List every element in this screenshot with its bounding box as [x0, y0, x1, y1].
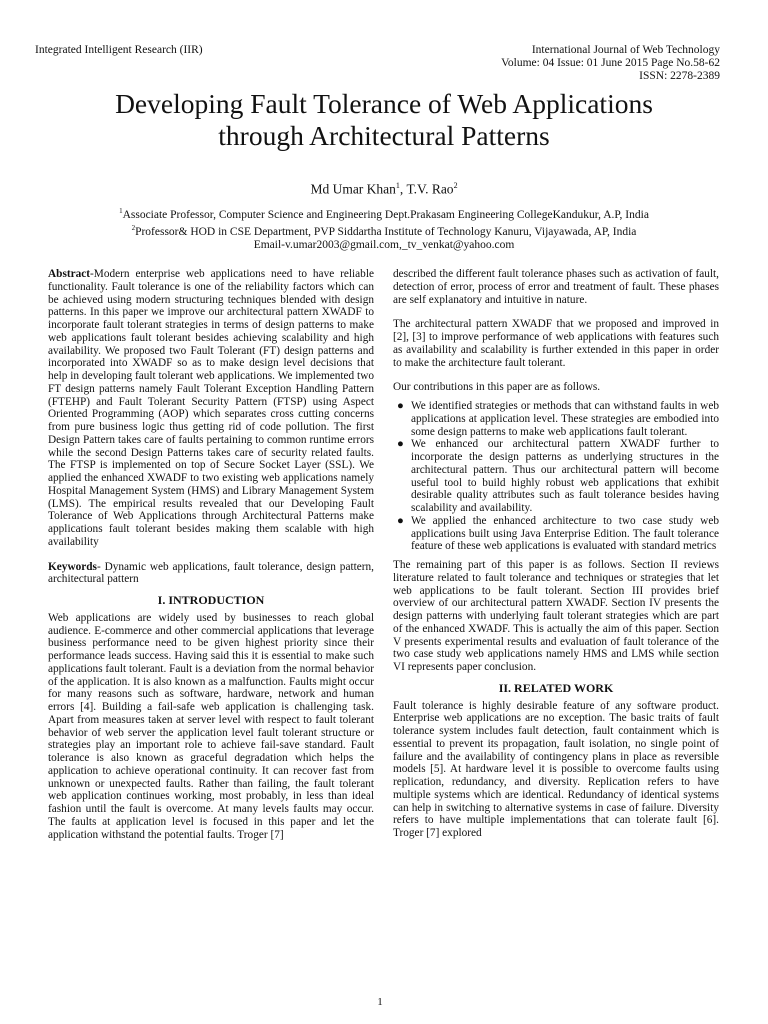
paper-title — [0, 88, 768, 152]
list-item-text: We identified strategies or methods that can withstand faults in web applications at application level. These strategies are embodied into some design patterns to make web applications fault tolerant. — [411, 400, 719, 438]
affiliation-2-text: Professor& HOD in CSE Department, PVP Siddartha Institute of Technology Kanuru, Vijayawada, AP, India — [135, 225, 637, 238]
section-heading-introduction: I. INTRODUCTION — [157, 593, 265, 607]
journal-volume: Volume: 04 Issue: 01 June 2015 Page No.58-62 — [501, 57, 720, 69]
keywords — [48, 561, 374, 587]
list-item — [393, 400, 719, 438]
abstract — [48, 268, 374, 549]
left-column — [48, 268, 374, 841]
title-line-1: Developing Fault Tolerance of Web Applications — [115, 88, 653, 119]
author-2: T.V. Rao — [406, 181, 454, 197]
bullet-icon: ● — [397, 438, 404, 451]
contributions-list — [393, 400, 719, 553]
keywords-label: Keywords — [48, 560, 97, 573]
bullet-icon: ● — [397, 514, 404, 527]
page-number: 1 — [377, 996, 383, 1008]
author-2-sup: 2 — [453, 181, 458, 190]
authors — [0, 181, 768, 198]
affiliation-2-sup: 2 — [131, 223, 136, 232]
keywords-text: - Dynamic web applications, fault tolerance, design pattern, architectural pattern — [48, 560, 374, 586]
bullet-icon: ● — [397, 400, 404, 412]
author-emails: Email-v.umar2003@gmail.com,_tv_venkat@yahoo.com — [253, 238, 515, 251]
paragraph-contributions-intro: Our contributions in this paper are as follows. — [393, 381, 601, 394]
title-line-2: through Architectural Patterns — [218, 120, 550, 151]
paragraph-paper-outline: The remaining part of this paper is as follows. Section II reviews literature related to fault tolerance and techniques or strategies that let web applications to be fault tolerant. Section III provides brief overview of our architectural pattern XWADF. Section IV presents the design patterns with underlying fault tolerant strategies which are part of the enhanced XWADF. This is actually the aim of this paper. Section V presents experimental results and evaluation of fault tolerance of the two case study web applications namely HMS and LMS while section VI represents paper conclusion. — [393, 559, 719, 673]
list-item — [393, 515, 719, 553]
abstract-text: -Modern enterprise web applications need to have reliable functionality. Fault tolerance is one of the reliability factors which can be achieved using modern structuring techniques blended with design patterns. In this paper we improve our architectural pattern XWADF to incorporate fault tolerant strategies in terms of design patterns to make web applications fault tolerant besides achieving scalability and high availability. We proposed two Fault Tolerant (FT) design patterns and incorporated into XWADF so as to make design level decisions that help in developing fault tolerant web applications. We implemented two FT design patterns namely Fault Tolerant Exception Handling Pattern (FTEHP) and Fault Tolerant Security Pattern (FTSP) using Aspect Oriented Programming (AOP) which separates cross cutting concerns from pure business logic thus getting rid of code pollution. The first Design Pattern takes care of faults pertaining to common runtime errors while the second Design Patterns takes care of security related faults. The FTSP is implemented on top of Secure Socket Layer (SSL). We applied the enhanced XWADF to two existing web applications namely Hospital Management System (HMS) and Library Management System (LMS). The empirical results revealed that our Developing Fault Tolerance of Web Applications through Architectural Patterns make applications fault tolerant besides making them scalable with high availability — [48, 268, 374, 548]
list-item — [393, 438, 719, 515]
affiliations — [0, 205, 768, 252]
journal-name: International Journal of Web Technology — [531, 44, 720, 56]
abstract-label: Abstract — [48, 268, 91, 280]
journal-publisher: Integrated Intelligent Research (IIR) — [35, 44, 203, 56]
affiliation-1-sup: 1 — [119, 207, 123, 215]
right-column — [393, 268, 719, 840]
introduction-text: Web applications are widely used by businesses to reach global audience. E-commerce and other commercial applications that leverage business performance need to be given highest priority since their performance leads success. Having said this it is essential to make such applications fault tolerant. Fault is a deviation from the normal behavior of the application. It is also known as a malfunction. Faults might occur for many reasons such as software, hardware, network and human errors [4]. Building a fail-safe web application is challenging task. Apart from measures taken at server level with respect to fault tolerant behavior of web server the application level fault tolerant structure or strategies play an important role to achieve fail-save standard. Fault tolerance is also known as graceful degradation which helps the application to achieve operational continuity. It can recover fast from unknown or unexpected faults. Rather than failing, the fault tolerant web application continues working, most probably, in less than ideal fashion until the fault is overcome. At many levels faults may occur. The faults at application level is focused in this paper and let the application withstand the potential faults. Troger [7] — [48, 611, 374, 841]
author-separator: , — [399, 181, 407, 197]
paragraph-fault-phases: described the different fault tolerance phases such as activation of fault, detection of error, process of error and treatment of fault. These phases are self explanatory and intuitive in nature. — [393, 268, 719, 306]
author-1: Md Umar Khan — [310, 181, 396, 197]
section-heading-related-work: II. RELATED WORK — [498, 680, 614, 695]
journal-info — [501, 44, 720, 83]
affiliation-1 — [0, 205, 768, 222]
list-item-text: We applied the enhanced architecture to two case study web applications built using Java Enterprise Edition. The fault tolerance feature of these web applications is evaluated with standard metrics — [411, 514, 719, 553]
affiliation-2 — [0, 222, 768, 239]
related-work-text: Fault tolerance is highly desirable feature of any software product. Enterprise web applications are no exception. The basic traits of fault tolerance system includes fault detection, fault containment which is essential to prevent its propagation, fault isolation, no single point of failure and the availability of contingency plans in place as reversible models [5]. At hardware level it is possible to overcome faults using replication, redundancy, and diversity. Replication refers to have multiple systems which are identical. Redundancy of identical systems can help in switching to alternative systems in case of failure. Diversity refers to have multiple implementations that can tolerate fault [6]. Troger [7] explored — [393, 699, 719, 839]
paragraph-xwadf: The architectural pattern XWADF that we proposed and improved in [2], [3] to improve performance of web applications with features such as availability and scalability is further extended in this paper in order to make the architecture fault tolerant. — [393, 318, 719, 369]
list-item-text: We enhanced our architectural pattern XWADF further to incorporate the design patterns as underlying structures in the architectural pattern. Thus our architectural pattern will become useful tool to build highly robust web applications that exhibit desirable quality attributes such as fault tolerance besides having scalability and availability. — [411, 438, 719, 514]
author-1-sup: 1 — [395, 181, 400, 190]
journal-issn: ISSN: 2278-2389 — [639, 70, 720, 82]
affiliation-1-text: Associate Professor, Computer Science and Engineering Dept.Prakasam Engineering CollegeKandukur, A.P, India — [122, 208, 649, 221]
